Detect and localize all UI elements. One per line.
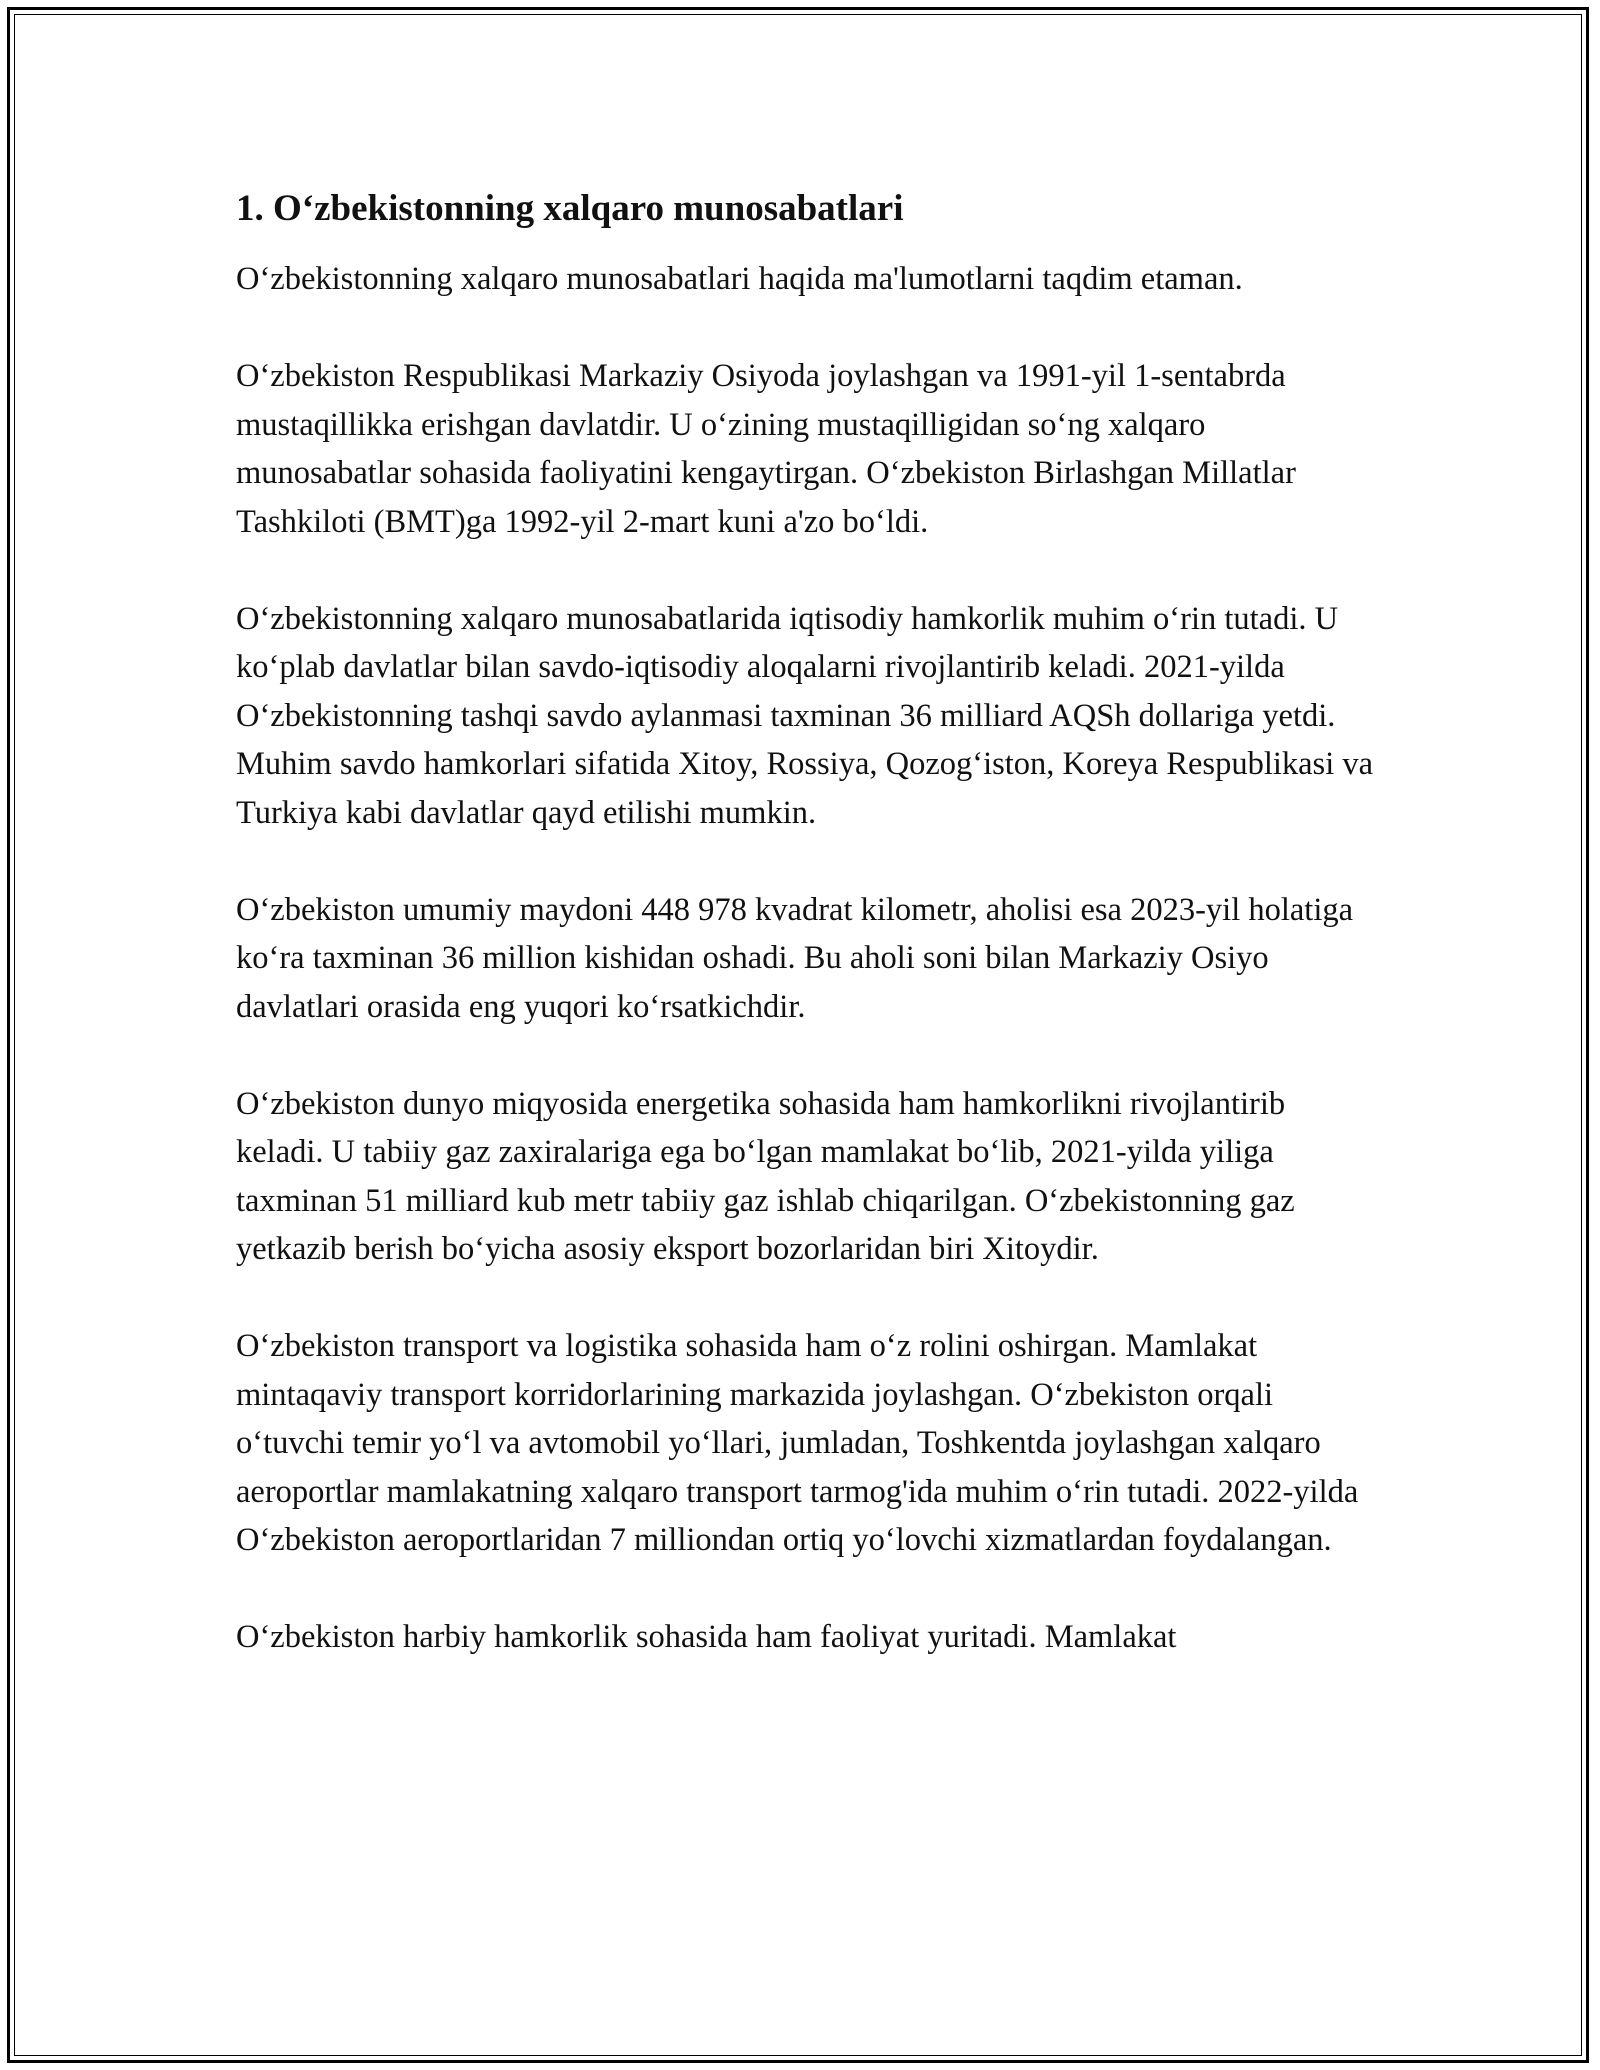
paragraph-population: O‘zbekiston umumiy maydoni 448 978 kvadrat kilometr, aholisi esa 2023-yil holatiga ko‘ra taxminan 36 million kishidan oshadi. Bu aholi soni bilan Markaziy Osiyo davlatlari orasida eng yuqori ko‘rsatkichdir. xyxy=(236,891,1354,1025)
paragraph-independence: O‘zbekiston Respublikasi Markaziy Osiyoda joylashgan va 1991-yil 1-sentabrda mustaqillikka erishgan davlatdir. U o‘zining mustaqilligidan so‘ng xalqaro munosabatlar sohasida faoliyatini kengaytirgan. O‘zbekiston Birlashgan Millatlar Tashkiloti (BMT)ga 1992-yil 2-mart kuni a'zo bo‘ldi. xyxy=(236,358,1296,540)
paragraph-military: O‘zbekiston harbiy hamkorlik sohasida ham faoliyat yuritadi. Mamlakat xyxy=(236,1619,1177,1655)
paragraph-economy: O‘zbekistonning xalqaro munosabatlarida iqtisodiy hamkorlik muhim o‘rin tutadi. U ko‘plab davlatlar bilan savdo-iqtisodiy aloqalarni rivojlantirib keladi. 2021-yilda O‘zbekistonning tashqi savdo aylanmasi taxminan 36 milliard AQSh dollariga yetdi. Muhim savdo hamkorlari sifatida Xitoy, Rossiya, Qozog‘iston, Koreya Respublikasi va Turkiya kabi davlatlar qayd etilishi mumkin. xyxy=(236,600,1374,831)
paragraph-intro: O‘zbekistonning xalqaro munosabatlari haqida ma'lumotlarni taqdim etaman. xyxy=(236,261,1243,297)
document-title: 1. O‘zbekistonning xalqaro munosabatlari xyxy=(236,188,904,229)
document-body xyxy=(236,185,1376,1662)
paragraph-energy: O‘zbekiston dunyo miqyosida energetika sohasida ham hamkorlikni rivojlantirib keladi. U tabiiy gaz zaxiralariga ega bo‘lgan mamlakat bo‘lib, 2021-yilda yiliga taxminan 51 milliard kub metr tabiiy gaz ishlab chiqarilgan. O‘zbekistonning gaz yetkazib berish bo‘yicha asosiy eksport bozorlaridan biri Xitoydir. xyxy=(236,1085,1295,1267)
paragraph-transport: O‘zbekiston transport va logistika sohasida ham o‘z rolini oshirgan. Mamlakat mintaqaviy transport korridorlarining markazida joylashgan. O‘zbekiston orqali o‘tuvchi temir yo‘l va avtomobil yo‘llari, jumladan, Toshkentda joylashgan xalqaro aeroportlar mamlakatning xalqaro transport tarmog'ida muhim o‘rin tutadi. 2022-yilda O‘zbekiston aeroportlaridan 7 milliondan ortiq yo‘lovchi xizmatlardan foydalangan. xyxy=(236,1328,1359,1558)
